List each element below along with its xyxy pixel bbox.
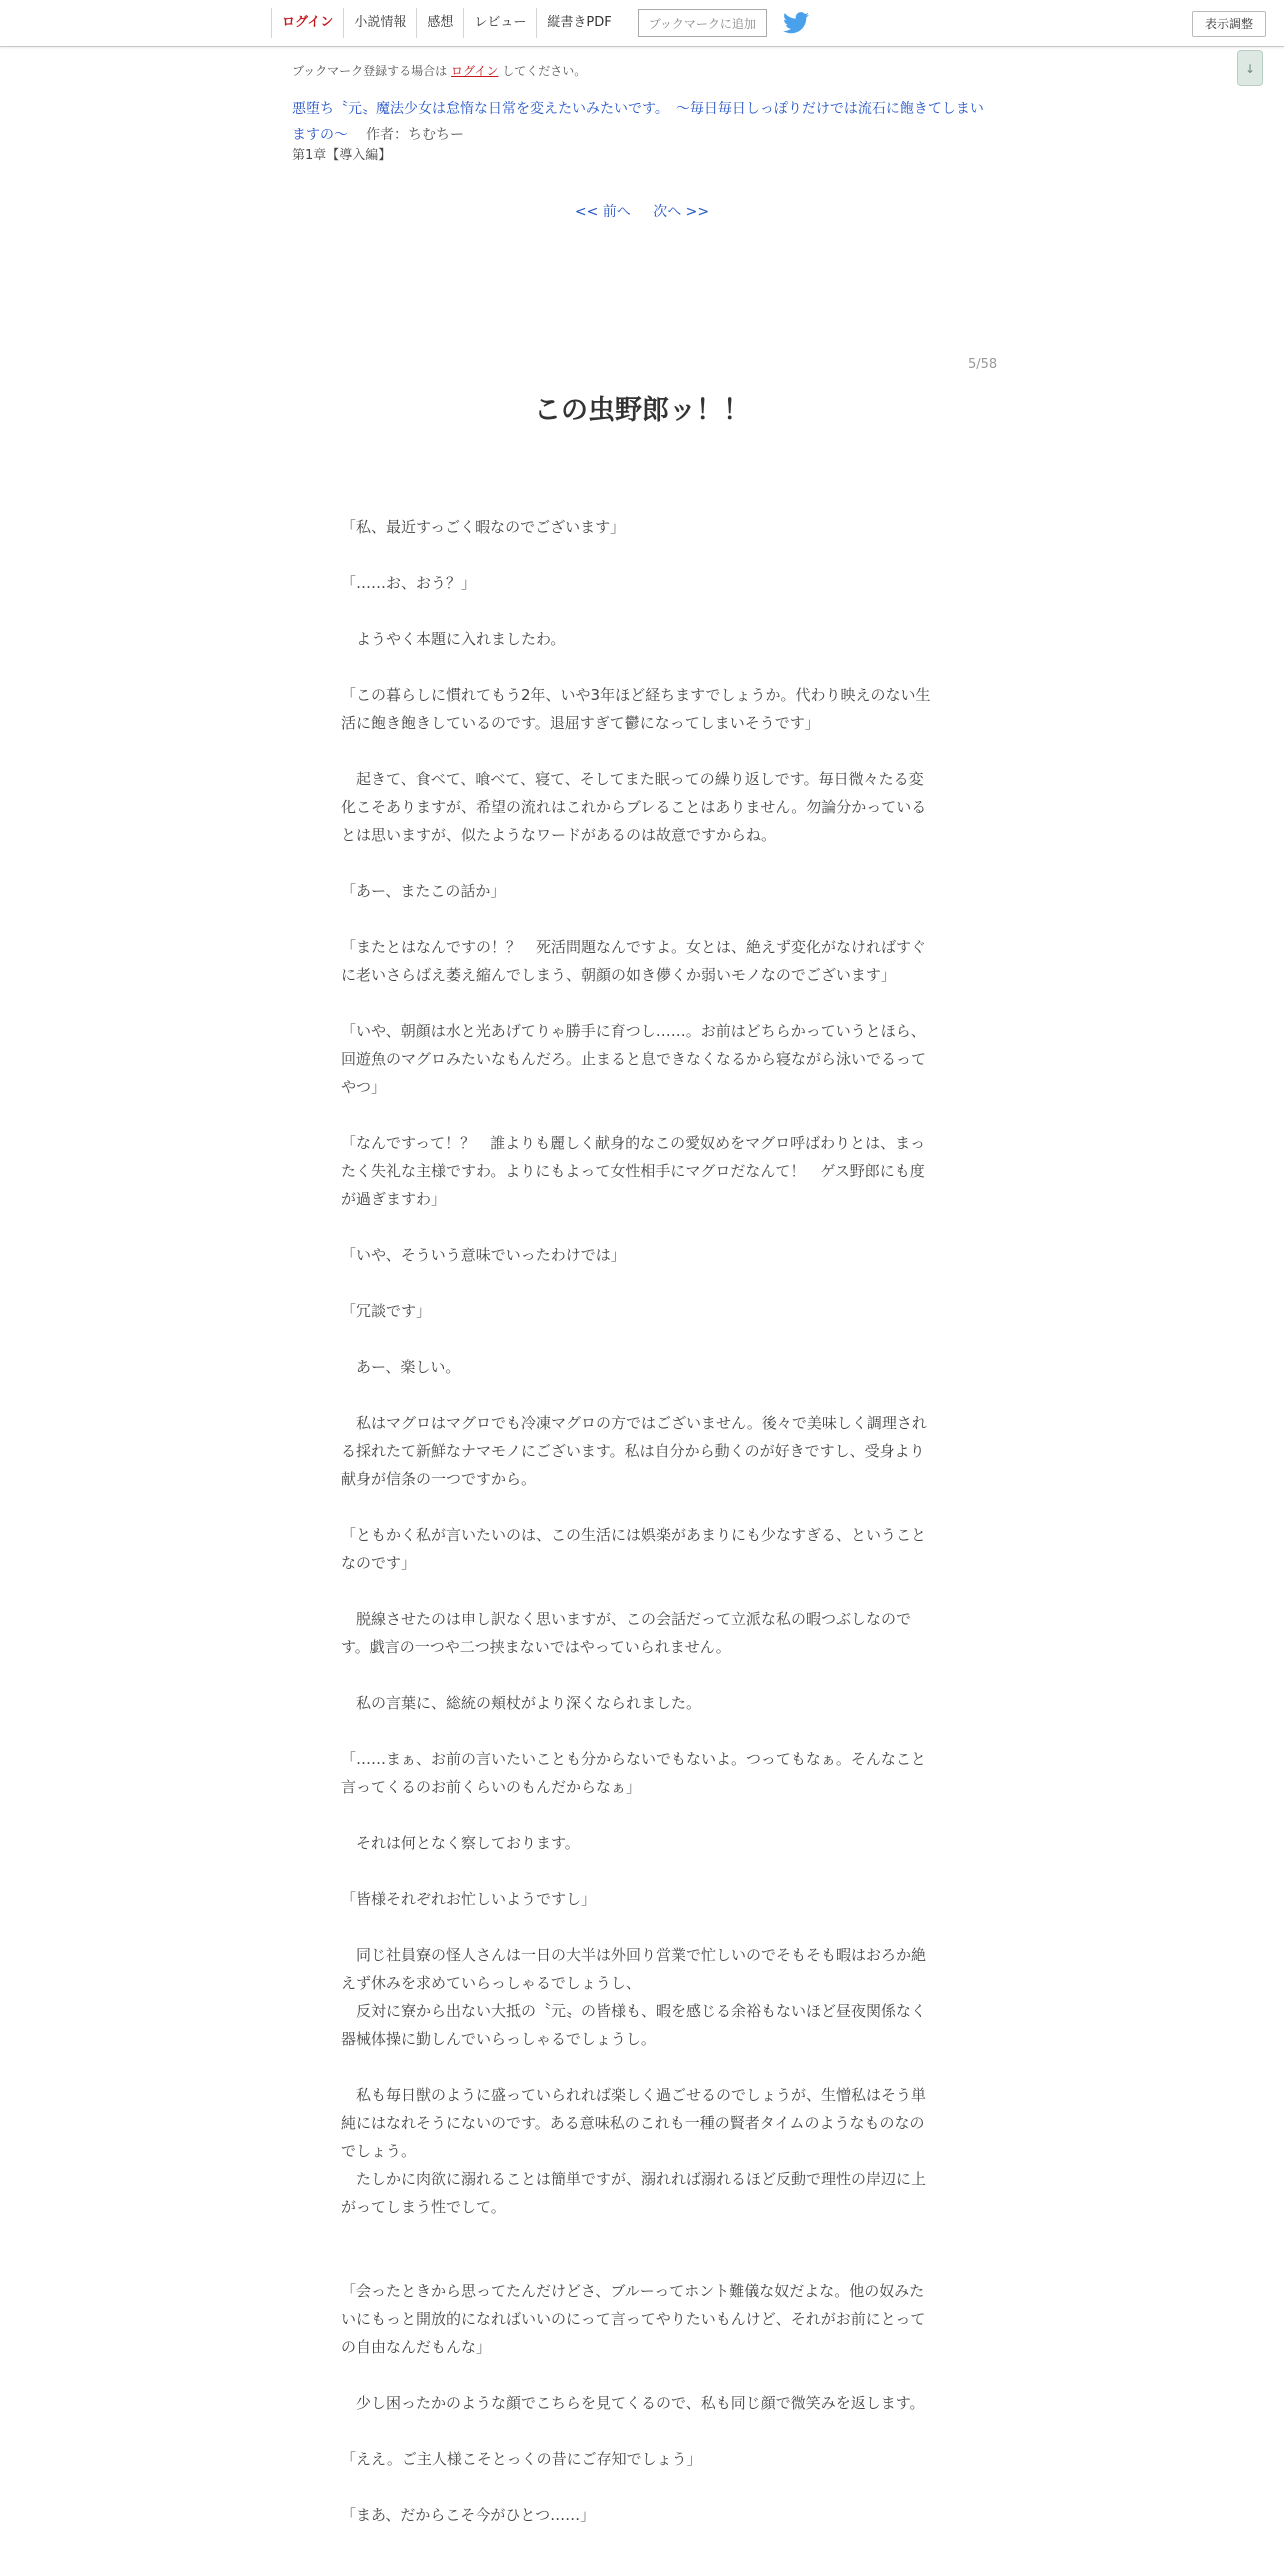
bookmark-notice bbox=[292, 62, 586, 79]
body-paragraph: 「冗談です」 bbox=[341, 1302, 432, 1320]
blank-line bbox=[341, 905, 938, 933]
top-header bbox=[0, 0, 1284, 47]
nav-impressions[interactable]: 感想 bbox=[416, 8, 463, 38]
body-paragraph: 「ともかく私が言いたいのは、この生活には娯楽があまりにも少なすぎる、ということなのです」 bbox=[341, 1526, 927, 1572]
chapter-name: 第1章【導入編】 bbox=[292, 148, 392, 163]
blank-line bbox=[341, 849, 938, 877]
body-paragraph: 私の言葉に、総統の頬杖がより深くなられました。 bbox=[341, 1694, 702, 1712]
blank-line bbox=[341, 653, 938, 681]
nav-novel-info[interactable]: 小説情報 bbox=[343, 8, 416, 38]
display-settings-button[interactable]: 表示調整 bbox=[1192, 11, 1266, 37]
body-paragraph: 「会ったときから思ってたんだけどさ、ブルーってホント難儀な奴だよな。他の奴みたいにもっと開放的になればいいのにって言ってやりたいもんけど、それがお前にとっての自由なんだもんな」 bbox=[341, 2282, 926, 2356]
blank-line bbox=[341, 1913, 938, 1941]
body-paragraph: 少し困ったかのような顔でこちらを見てくるので、私も同じ顔で微笑みを返します。 bbox=[341, 2394, 925, 2412]
blank-line bbox=[341, 2473, 938, 2501]
blank-line bbox=[341, 1213, 938, 1241]
notice-text-after: してください。 bbox=[502, 64, 587, 78]
prev-page-link[interactable]: << 前へ bbox=[574, 204, 631, 220]
page-navigation bbox=[0, 201, 1284, 221]
notice-text-before: ブックマーク登録する場合は bbox=[292, 64, 448, 78]
scroll-down-button[interactable]: ↓ bbox=[1237, 50, 1263, 86]
blank-line bbox=[341, 1381, 938, 1409]
nav-review[interactable]: レビュー bbox=[463, 8, 536, 38]
blank-line bbox=[341, 2221, 938, 2249]
body-paragraph: 私はマグロはマグロでも冷凍マグロの方ではございません。後々で美味しく調理される採れたて新鮮なナマモノにございます。私は自分から動くのが好きですし、受身より献身が信条の一つですから。 bbox=[341, 1414, 927, 1488]
nav-login[interactable]: ログイン bbox=[271, 8, 343, 38]
story-author: 作者：ちむちー bbox=[366, 127, 464, 143]
blank-line bbox=[341, 1857, 938, 1885]
body-paragraph: それは何となく察しております。 bbox=[341, 1834, 580, 1852]
story-info bbox=[292, 96, 992, 148]
blank-line bbox=[341, 597, 938, 625]
body-paragraph: 「いや、朝顔は水と光あげてりゃ勝手に育つし……。お前はどちらかっていうとほら、回遊魚のマグロみたいなもんだろ。止まると息できなくなるから寝ながら泳いでるってやつ」 bbox=[341, 1022, 927, 1096]
body-paragraph: 「……お、おう？」 bbox=[341, 574, 477, 592]
twitter-icon[interactable] bbox=[783, 12, 809, 34]
blank-line bbox=[341, 1717, 938, 1745]
blank-line bbox=[341, 541, 938, 569]
blank-line bbox=[341, 1325, 938, 1353]
nav-vertical-pdf[interactable]: 縦書きPDF bbox=[536, 8, 621, 38]
body-paragraph: 「私、最近すっごく暇なのでございます」 bbox=[341, 518, 626, 536]
notice-login-link[interactable]: ログイン bbox=[451, 64, 499, 78]
main-nav bbox=[271, 8, 809, 38]
body-paragraph: 私も毎日獣のように盛っていられれば楽しく過ごせるのでしょうが、生憎私はそう単純にはなれそうにないのです。ある意味私のこれも一種の賢者タイムのようなものなのでしょう。 bbox=[341, 2086, 927, 2160]
body-paragraph: 「……まぁ、お前の言いたいことも分からないでもないよ。つってもなぁ。そんなこと言ってくるのお前くらいのもんだからなぁ」 bbox=[341, 1750, 926, 1796]
blank-line bbox=[341, 2417, 938, 2445]
blank-line bbox=[341, 737, 938, 765]
next-page-link[interactable]: 次へ >> bbox=[653, 204, 710, 220]
blank-line bbox=[341, 1269, 938, 1297]
body-paragraph: 「ええ。ご主人様こそとっくの昔にご存知でしょう」 bbox=[341, 2450, 702, 2468]
body-paragraph: 「あー、またこの話か」 bbox=[341, 882, 506, 900]
story-title-link[interactable]: 悪堕ち〝元〟魔法少女は怠惰な日常を変えたいみたいです。 〜毎日毎日しっぽりだけでは流石に飽きてしまいますの〜 bbox=[292, 101, 984, 143]
blank-line bbox=[341, 989, 938, 1017]
body-paragraph: 「なんですって！？ 誰よりも麗しく献身的なこの愛奴めをマグロ呼ばわりとは、まったく失礼な主様ですわ。よりにもよって女性相手にマグロだなんて！ ゲス野郎にも度が過ぎますわ」 bbox=[341, 1134, 926, 1208]
body-paragraph: 起きて、食べて、喰べて、寝て、そしてまた眠っての繰り返しです。毎日微々たる変化こそありますが、希望の流れはこれからブレることはありません。勿論分かっているとは思いますが、似たようなワードがあるのは故意ですからね。 bbox=[341, 770, 927, 844]
episode-title: この虫野郎ッ！！ bbox=[534, 395, 750, 426]
body-paragraph: あー、楽しい。 bbox=[341, 1358, 461, 1376]
page-counter: 5/58 bbox=[968, 357, 998, 372]
body-paragraph: ようやく本題に入れましたわ。 bbox=[341, 630, 566, 648]
blank-line bbox=[341, 1101, 938, 1129]
blank-line bbox=[341, 1493, 938, 1521]
body-paragraph: 同じ社員寮の怪人さんは一日の大半は外回り営業で忙しいのでそもそも暇はおろか絶えず休みを求めていらっしゃるでしょうし、 bbox=[341, 1946, 927, 1992]
add-bookmark-button[interactable]: ブックマークに追加 bbox=[638, 9, 767, 37]
novel-body bbox=[341, 513, 938, 2529]
body-paragraph: 「皆様それぞれお忙しいようですし」 bbox=[341, 1890, 597, 1908]
blank-line bbox=[341, 1801, 938, 1829]
body-paragraph: 反対に寮から出ない大抵の〝元〟の皆様も、暇を感じる余裕もないほど昼夜関係なく器械体操に勤しんでいらっしゃるでしょうし。 bbox=[341, 2002, 927, 2048]
body-paragraph: 脱線させたのは申し訳なく思いますが、この会話だって立派な私の暇つぶしなのです。戯言の一つや二つ挟まないではやっていられません。 bbox=[341, 1610, 912, 1656]
body-paragraph: 「まあ、だからこそ今がひとつ……」 bbox=[341, 2506, 596, 2524]
blank-line bbox=[341, 1577, 938, 1605]
blank-line bbox=[341, 2249, 938, 2277]
body-paragraph: 「この暮らしに慣れてもう2年、いや3年ほど経ちますでしょうか。代わり映えのない生活に飽き飽きしているのです。退屈すぎて鬱になってしまいそうです」 bbox=[341, 686, 931, 732]
blank-line bbox=[341, 1661, 938, 1689]
body-paragraph: たしかに肉欲に溺れることは簡単ですが、溺れれば溺れるほど反動で理性の岸辺に上がってしまう性でして。 bbox=[341, 2170, 927, 2216]
body-paragraph: 「またとはなんですの！？ 死活問題なんですよ。女とは、絶えず変化がなければすぐに老いさらばえ萎え縮んでしまう、朝顔の如き儚くか弱いモノなのでございます」 bbox=[341, 938, 927, 984]
blank-line bbox=[341, 2361, 938, 2389]
body-paragraph: 「いや、そういう意味でいったわけでは」 bbox=[341, 1246, 626, 1264]
blank-line bbox=[341, 2053, 938, 2081]
